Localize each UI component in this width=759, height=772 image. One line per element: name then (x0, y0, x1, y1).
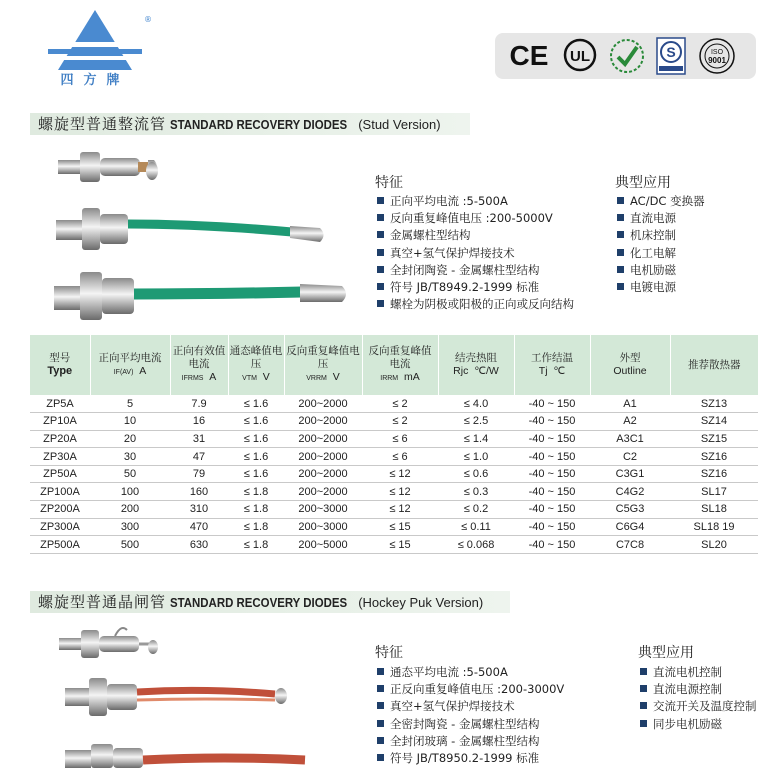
table-cell: 79 (170, 465, 228, 483)
table-cell: ≤ 6 (362, 448, 438, 466)
table-cell: -40 ~ 150 (514, 465, 590, 483)
table-cell: SZ16 (670, 448, 758, 466)
table-cell: SL20 (670, 536, 758, 554)
table-cell: -40 ~ 150 (514, 448, 590, 466)
feature-item: 螺栓为阴极或阳极的正向或反向结构 (377, 296, 574, 313)
table-header-row (30, 335, 758, 395)
table-cell: 10 (90, 413, 170, 431)
table-cell: A2 (590, 413, 670, 431)
table-row (30, 536, 758, 554)
col-header-type: 型号 Type (30, 335, 90, 395)
table-cell: 200~2000 (284, 430, 362, 448)
feature-item: 全封闭玻璃 - 金属螺柱型结构 (377, 733, 564, 750)
table-cell: ZP10A (30, 413, 90, 431)
col-header-reverse-current: 反向重复峰值电流 IRRM mA (362, 335, 438, 395)
table-cell: 31 (170, 430, 228, 448)
application-item: 直流电机控制 (640, 664, 757, 681)
table-cell: ZP100A (30, 483, 90, 501)
features-heading-2: 特征 (375, 645, 403, 661)
applications-list-1 (617, 193, 705, 296)
table-cell: 630 (170, 536, 228, 554)
table-cell: ZP5A (30, 395, 90, 413)
table-cell: ≤ 2 (362, 413, 438, 431)
feature-item: 符号 JB/T8950.2-1999 标准 (377, 750, 564, 767)
table-cell: -40 ~ 150 (514, 395, 590, 413)
table-cell: SL17 (670, 483, 758, 501)
section-title-en: STANDARD RECOVERY DIODES (170, 117, 348, 132)
table-cell: 5 (90, 395, 170, 413)
col-header-on-voltage: 通态峰值电压 VTM V (228, 335, 284, 395)
table-cell: ≤ 1.6 (228, 448, 284, 466)
table-cell: 200~2000 (284, 448, 362, 466)
table-cell: 470 (170, 518, 228, 536)
table-cell: 30 (90, 448, 170, 466)
spec-table (30, 335, 758, 554)
table-row (30, 501, 758, 519)
col-header-junction-temp: 工作结温 Tj ℃ (514, 335, 590, 395)
application-item: 交流开关及温度控制 (640, 698, 757, 715)
table-cell: SZ15 (670, 430, 758, 448)
table-cell: 310 (170, 501, 228, 519)
diode-small-image (58, 152, 158, 182)
thyristor-medium-image (65, 678, 287, 716)
application-item: 同步电机励磁 (640, 716, 757, 733)
cqc-mark-icon (607, 37, 647, 75)
table-cell: ZP200A (30, 501, 90, 519)
col-header-heatsink: 推荐散热器 (670, 335, 758, 395)
table-cell: C5G3 (590, 501, 670, 519)
table-cell: -40 ~ 150 (514, 518, 590, 536)
table-row (30, 448, 758, 466)
table-cell: ≤ 1.4 (438, 430, 514, 448)
table-row (30, 395, 758, 413)
table-cell: ≤ 4.0 (438, 395, 514, 413)
table-cell: ≤ 1.6 (228, 413, 284, 431)
table-cell: ≤ 0.11 (438, 518, 514, 536)
thyristor-large-image (65, 744, 305, 768)
application-item: 化工电解 (617, 245, 705, 262)
feature-item: 真空+氢气保护焊接技术 (377, 698, 564, 715)
feature-item: 符号 JB/T8949.2-1999 标准 (377, 279, 574, 296)
features-list-1 (377, 193, 574, 313)
application-item: 电镀电源 (617, 279, 705, 296)
application-item: 机床控制 (617, 227, 705, 244)
section-title-stud (30, 113, 470, 135)
table-body (30, 395, 758, 553)
table-cell: SL18 (670, 501, 758, 519)
ce-mark-icon (509, 37, 549, 73)
table-cell: ≤ 12 (362, 501, 438, 519)
svg-text:ISO: ISO (710, 49, 724, 56)
brand-logo (40, 8, 150, 86)
s-mark-icon (655, 37, 687, 75)
table-cell: C3G1 (590, 465, 670, 483)
ul-mark-icon (561, 37, 599, 73)
table-row (30, 483, 758, 501)
svg-text:四方牌: 四方牌 (60, 73, 130, 88)
table-cell: ZP50A (30, 465, 90, 483)
table-cell: ZP30A (30, 448, 90, 466)
table-cell: ≤ 15 (362, 518, 438, 536)
table-cell: ≤ 0.3 (438, 483, 514, 501)
table-cell: A3C1 (590, 430, 670, 448)
table-cell: 160 (170, 483, 228, 501)
table-cell: 200~3000 (284, 518, 362, 536)
table-cell: C7C8 (590, 536, 670, 554)
table-cell: ≤ 0.6 (438, 465, 514, 483)
applications-heading-2: 典型应用 (638, 645, 694, 661)
table-cell: ≤ 1.8 (228, 483, 284, 501)
table-cell: ≤ 0.068 (438, 536, 514, 554)
table-cell: C6G4 (590, 518, 670, 536)
table-cell: SZ13 (670, 395, 758, 413)
application-item: 电机励磁 (617, 262, 705, 279)
feature-item: 正向平均电流 :5-500A (377, 193, 574, 210)
section-title-cn: 螺旋型普通晶闸管 (38, 593, 167, 611)
table-cell: SZ14 (670, 413, 758, 431)
table-cell: -40 ~ 150 (514, 413, 590, 431)
col-header-rms-current: 正向有效值电流 IFRMS A (170, 335, 228, 395)
table-row (30, 413, 758, 431)
feature-item: 全封闭陶瓷 - 金属螺柱型结构 (377, 262, 574, 279)
certification-badges (495, 33, 756, 79)
table-cell: ≤ 15 (362, 536, 438, 554)
table-cell: ≤ 1.6 (228, 395, 284, 413)
section-title-paren: (Hockey Puk Version) (358, 595, 484, 610)
feature-item: 正反向重复峰值电压 :200-3000V (377, 681, 564, 698)
table-row (30, 430, 758, 448)
thyristor-small-image (59, 628, 158, 658)
table-cell: 16 (170, 413, 228, 431)
section-title-en: STANDARD RECOVERY DIODES (170, 595, 348, 610)
svg-text:CE: CE (509, 40, 549, 71)
application-item: AC/DC 变换器 (617, 193, 705, 210)
table-cell: ≤ 12 (362, 483, 438, 501)
table-cell: 20 (90, 430, 170, 448)
col-header-reverse-voltage: 反向重复峰值电压 VRRM V (284, 335, 362, 395)
section-title-hockey-puk (30, 591, 510, 613)
feature-item: 反向重复峰值电压 :200-5000V (377, 210, 574, 227)
table-cell: ZP300A (30, 518, 90, 536)
table-cell: 300 (90, 518, 170, 536)
table-cell: C4G2 (590, 483, 670, 501)
diode-medium-image (56, 208, 324, 250)
table-cell: 47 (170, 448, 228, 466)
table-cell: SL18 19 (670, 518, 758, 536)
iso9001-mark-icon (695, 37, 739, 75)
table-cell: ≤ 1.8 (228, 518, 284, 536)
table-cell: SZ16 (670, 465, 758, 483)
diode-large-image (54, 272, 346, 320)
applications-list-2 (640, 664, 757, 733)
table-cell: ≤ 1.6 (228, 430, 284, 448)
table-cell: ZP500A (30, 536, 90, 554)
col-header-avg-current: 正向平均电流 IF(AV) A (90, 335, 170, 395)
table-cell: C2 (590, 448, 670, 466)
svg-text:®: ® (144, 15, 152, 24)
feature-item: 通态平均电流 :5-500A (377, 664, 564, 681)
table-row (30, 518, 758, 536)
table-cell: ≤ 1.0 (438, 448, 514, 466)
svg-text:S: S (666, 44, 676, 60)
application-item: 直流电源 (617, 210, 705, 227)
product-photos-thyristor (55, 620, 355, 768)
table-cell: ≤ 6 (362, 430, 438, 448)
applications-heading-1: 典型应用 (615, 175, 671, 191)
table-cell: ≤ 12 (362, 465, 438, 483)
table-cell: ≤ 1.8 (228, 536, 284, 554)
table-cell: ≤ 2.5 (438, 413, 514, 431)
table-cell: ≤ 1.8 (228, 501, 284, 519)
table-row (30, 465, 758, 483)
features-list-2 (377, 664, 564, 767)
features-heading-1: 特征 (375, 175, 403, 191)
table-cell: ≤ 0.2 (438, 501, 514, 519)
table-cell: -40 ~ 150 (514, 430, 590, 448)
table-cell: 200~2000 (284, 413, 362, 431)
table-cell: -40 ~ 150 (514, 536, 590, 554)
table-cell: 100 (90, 483, 170, 501)
section-title-cn: 螺旋型普通整流管 (38, 115, 167, 133)
svg-text:9001: 9001 (708, 56, 726, 65)
table-cell: A1 (590, 395, 670, 413)
table-cell: 200~3000 (284, 501, 362, 519)
table-cell: 200~2000 (284, 395, 362, 413)
table-cell: 200~5000 (284, 536, 362, 554)
application-item: 直流电源控制 (640, 681, 757, 698)
table-cell: -40 ~ 150 (514, 483, 590, 501)
col-header-thermal-resistance: 结壳热阻 Rjc ℃/W (438, 335, 514, 395)
product-photos-stud (52, 140, 362, 320)
table-cell: 50 (90, 465, 170, 483)
table-cell: ≤ 1.6 (228, 465, 284, 483)
table-cell: 200 (90, 501, 170, 519)
feature-item: 真空+氢气保护焊接技术 (377, 245, 574, 262)
table-cell: ZP20A (30, 430, 90, 448)
table-cell: 500 (90, 536, 170, 554)
section-title-paren: (Stud Version) (358, 117, 441, 132)
svg-text:UL: UL (570, 48, 590, 65)
table-cell: 200~2000 (284, 483, 362, 501)
feature-item: 金属螺柱型结构 (377, 227, 574, 244)
table-cell: ≤ 2 (362, 395, 438, 413)
feature-item: 全密封陶瓷 - 金属螺柱型结构 (377, 716, 564, 733)
table-cell: 200~2000 (284, 465, 362, 483)
table-cell: 7.9 (170, 395, 228, 413)
col-header-outline: 外型 Outline (590, 335, 670, 395)
table-cell: -40 ~ 150 (514, 501, 590, 519)
